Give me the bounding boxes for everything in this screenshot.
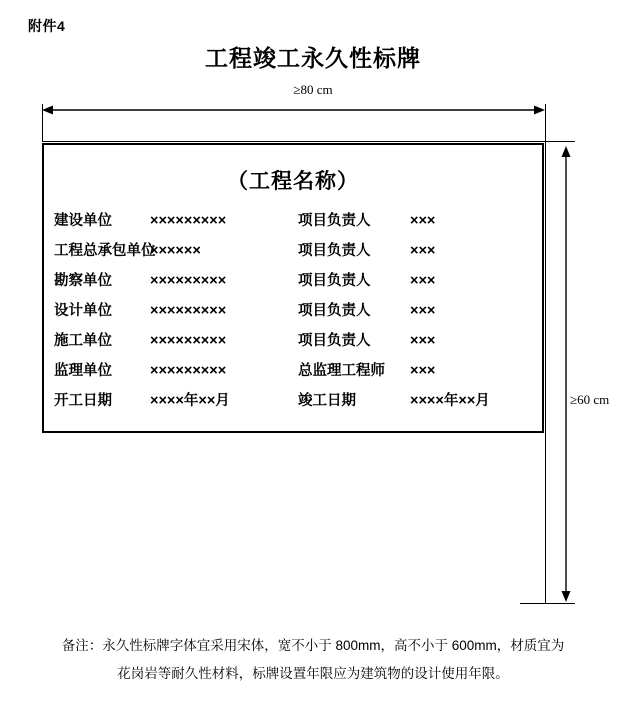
row-label2: 总监理工程师 xyxy=(298,363,385,379)
table-row xyxy=(54,239,542,269)
row-value: ××××××××× xyxy=(150,303,227,319)
row-label: 工程总承包单位 xyxy=(54,243,156,259)
row-label: 建设单位 xyxy=(54,213,112,229)
height-dimension-arrow xyxy=(560,146,572,602)
row-label2: 项目负责人 xyxy=(298,243,371,259)
note-block xyxy=(0,632,626,688)
row-label2: 项目负责人 xyxy=(298,273,371,289)
table-row xyxy=(54,389,542,419)
row-label: 开工日期 xyxy=(54,393,112,409)
row-value2: ××× xyxy=(410,363,436,379)
guide-line-top xyxy=(42,141,575,142)
note-line-2: 花岗岩等耐久性材料，标牌设置年限应为建筑物的设计使用年限。 xyxy=(117,666,509,681)
row-value2: ××× xyxy=(410,273,436,289)
row-label2: 项目负责人 xyxy=(298,333,371,349)
sign-rows xyxy=(44,209,542,419)
row-value2: ××× xyxy=(410,303,436,319)
table-row xyxy=(54,299,542,329)
guide-line-bottom xyxy=(520,603,575,604)
extension-line-right xyxy=(545,104,546,604)
sign-plaque xyxy=(42,143,544,433)
row-value2: ××× xyxy=(410,333,436,349)
table-row xyxy=(54,209,542,239)
width-dimension-label: ≥80 cm xyxy=(293,82,333,97)
height-dimension-label: ≥60 cm xyxy=(570,392,610,407)
table-row xyxy=(54,269,542,299)
row-value: ××××年××月 xyxy=(150,393,230,409)
row-value2: ××× xyxy=(410,213,436,229)
sign-project-name: （工程名称） xyxy=(227,170,359,193)
row-label2: 竣工日期 xyxy=(298,393,356,409)
table-row xyxy=(54,329,542,359)
row-value2: ××××年××月 xyxy=(410,393,490,409)
width-dimension-arrow xyxy=(42,104,545,116)
table-row xyxy=(54,359,542,389)
extension-line-left xyxy=(42,104,43,142)
row-label: 勘察单位 xyxy=(54,273,112,289)
attachment-label: 附件4 xyxy=(28,18,66,34)
row-label: 施工单位 xyxy=(54,333,112,349)
row-label: 监理单位 xyxy=(54,363,112,379)
row-value: ××××××××× xyxy=(150,333,227,349)
page-title: 工程竣工永久性标牌 xyxy=(205,45,421,71)
row-value: ×××××× xyxy=(150,243,201,259)
row-value: ××××××××× xyxy=(150,363,227,379)
note-line-1: 备注：永久性标牌字体宜采用宋体，宽不小于 800mm，高不小于 600mm，材质宜为 xyxy=(61,638,565,653)
row-value2: ××× xyxy=(410,243,436,259)
row-value: ××××××××× xyxy=(150,273,227,289)
row-label2: 项目负责人 xyxy=(298,303,371,319)
row-label2: 项目负责人 xyxy=(298,213,371,229)
row-label: 设计单位 xyxy=(54,303,112,319)
row-value: ××××××××× xyxy=(150,213,227,229)
